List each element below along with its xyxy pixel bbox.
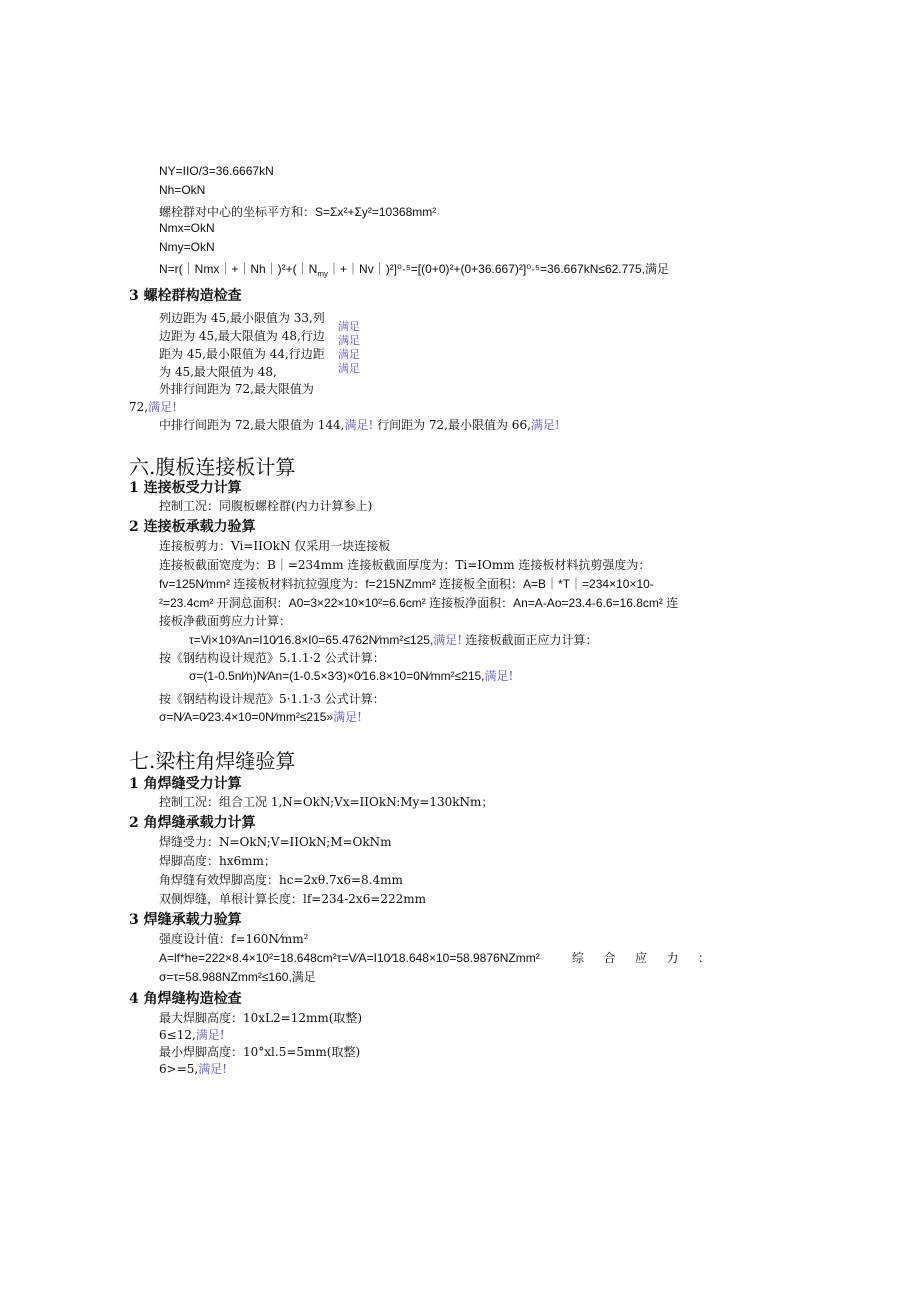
nmx-line: Nmx=OkN (159, 221, 215, 235)
plate-area-line: ²=23.4cm² 开洞总面积：A0=3×22×10×10²=6.6cm² 连接板净面积：An=A-Ao=23.4-6.6=16.8cm² 连 (159, 596, 679, 610)
nh-line: Nh=OkN (159, 183, 206, 197)
weld-leg: 焊脚高度：hx6mm； (159, 854, 276, 868)
coord-label: 螺栓群对中心的坐标平方和： (159, 205, 316, 219)
sigma-2-line (159, 710, 362, 725)
n-formula-rest: ｜+｜Nv｜)²]⁰·⁵=[(0+0)²+(0+36.667)²]⁰·⁵=36.667kN≤62.775,满足 (328, 262, 669, 276)
bolt-construct-heading: 3 螺栓群构造检查 (129, 288, 242, 304)
ok-text: 满足! (530, 418, 560, 432)
sigma-1-formula: σ=(1-0.5nl⁄n)N⁄An=(1-0.5×3⁄3)×0⁄16.8×10=0N⁄mm²≤215, (189, 669, 485, 683)
weld-sigma: σ=τ=58.988NZmm²≤160,满足 (159, 970, 316, 984)
section-7-heading-1: 1 角焊缝受力计算 (129, 776, 242, 792)
section-6-heading-1: 1 连接板受力计算 (129, 480, 242, 496)
side-ok: 满足 (338, 362, 360, 375)
code-ref-1: 按《钢结构设计规范》5.1.1·2 公式计算： (159, 651, 385, 665)
ok-text: 满足! (344, 418, 374, 432)
max-leg-line: 最大焊脚高度：10xL2=12mm(取整) (159, 1011, 363, 1025)
combined-char: ： (697, 951, 710, 965)
weld-design-strength: 强度设计值：f=160N⁄mm² (159, 932, 309, 946)
weld-force: 焊缝受力：N=OkN;V=IIOkN;M=OkNm (159, 835, 392, 849)
ok-text: 满足! (433, 633, 463, 647)
coord-formula: S=Σx²+Σy²=10368mm² (315, 205, 437, 219)
ok-text: 满足! (484, 669, 514, 683)
side-ok: 满足 (338, 334, 360, 347)
ok-text: 满足! (333, 710, 362, 724)
combined-char: 力 (666, 951, 679, 965)
construct-line-1: 列边距为 45,最小限值为 33,列 (159, 311, 325, 325)
min-check-line (159, 1062, 227, 1077)
construct-line-3: 距为 45,最小限值为 44,行边距 (159, 347, 325, 361)
combined-char: 应 (634, 951, 647, 965)
section-6-heading-2: 2 连接板承载力验算 (129, 519, 256, 535)
section-7-heading-3: 3 焊缝承载力验算 (129, 912, 242, 928)
tau-line (189, 633, 597, 648)
section-7-heading-2: 2 角焊缝承载力计算 (129, 815, 256, 831)
section-7-heading-4: 4 角焊缝构造检查 (129, 991, 242, 1007)
normal-stress-label: 连接板截面正应力计算： (465, 633, 598, 647)
section-6-title: 六.腹板连接板计算 (129, 455, 296, 479)
weld-area-line: A=lf*he=222×8.4×10²=18.648cm²τ=V⁄A=I10⁄18.648×10=58.9876NZmm² (159, 951, 540, 965)
construct-line-4: 为 45,最大限值为 48, (159, 365, 277, 379)
tau-formula: τ=Vi×10³⁄An=I10⁄16.8×I0=65.4762N⁄mm²≤125, (189, 633, 434, 647)
row-spacing-text: 行间距为 72,最小限值为 66, (377, 418, 531, 432)
n-subscript: my (317, 269, 329, 279)
max-check: 6≤12, (159, 1028, 196, 1042)
section-6-control: 控制工况：同腹板螺栓群(内力计算参上) (159, 499, 373, 513)
plate-shear: 连接板剪力：Vi=IIOkN 仅采用一块连接板 (159, 539, 391, 553)
middle-spacing-line (159, 418, 560, 433)
combined-char: 综 (572, 951, 585, 965)
section-7-control: 控制工况：组合工况 1,N=OkN;Vx=IIOkN:My=130kNm； (159, 795, 494, 809)
coord-line (159, 205, 436, 220)
n-formula: N=r(｜Nmx｜+｜Nh｜)²+(｜N (159, 262, 318, 276)
middle-text: 中排行间距为 72,最大限值为 144, (159, 418, 345, 432)
weld-length: 双侧焊缝，单根计算长度：lf=234-2x6=222mm (159, 892, 427, 906)
ok-text: 满足! (195, 1028, 225, 1042)
n-formula-line (159, 262, 669, 277)
construct-line-5: 外排行间距为 72,最大限值为 (159, 382, 314, 396)
ny-line: NY=IIO/3=36.6667kN (159, 164, 274, 178)
combined-char: 合 (603, 951, 616, 965)
combined-stress-label (572, 951, 710, 966)
construct-line-2: 边距为 45,最大限值为 48,行边 (159, 329, 325, 343)
section-7-title: 七.梁柱角焊缝验算 (129, 749, 296, 773)
side-ok: 满足 (338, 348, 360, 361)
net-shear-label: 接板净截面剪应力计算： (159, 614, 292, 628)
side-ok: 满足 (338, 320, 360, 333)
sigma-2-formula: σ=N⁄A=0⁄23.4×10=0N⁄mm²≤215» (159, 710, 334, 724)
code-ref-2: 按《钢结构设计规范》5·1.1·3 公式计算： (159, 692, 385, 706)
min-leg-line: 最小焊脚高度：10°xl.5=5mm(取整) (159, 1045, 361, 1059)
nmy-line: Nmy=OkN (159, 240, 215, 254)
line-72 (129, 400, 177, 415)
sigma-1-line (189, 669, 513, 684)
min-check: 6>=5, (159, 1062, 199, 1076)
weld-eff-leg: 角焊缝有效焊脚高度：hc=2xθ.7x6=8.4mm (159, 873, 403, 887)
plate-fv-line: fv=125N⁄mm² 连接板材料抗拉强度为：f=215NZmm² 连接板全面积：A=B｜*T｜=234×10×10- (159, 577, 654, 591)
ok-text: 满足! (198, 1062, 228, 1076)
line-72-text: 72, (129, 400, 149, 414)
ok-text: 满足! (148, 400, 177, 414)
max-check-line (159, 1028, 225, 1043)
side-ok-column (338, 320, 368, 376)
plate-width-line: 连接板截面宽度为：B｜=234mm 连接板截面厚度为：Ti=IOmm 连接板材料抗剪强度为： (159, 558, 651, 572)
